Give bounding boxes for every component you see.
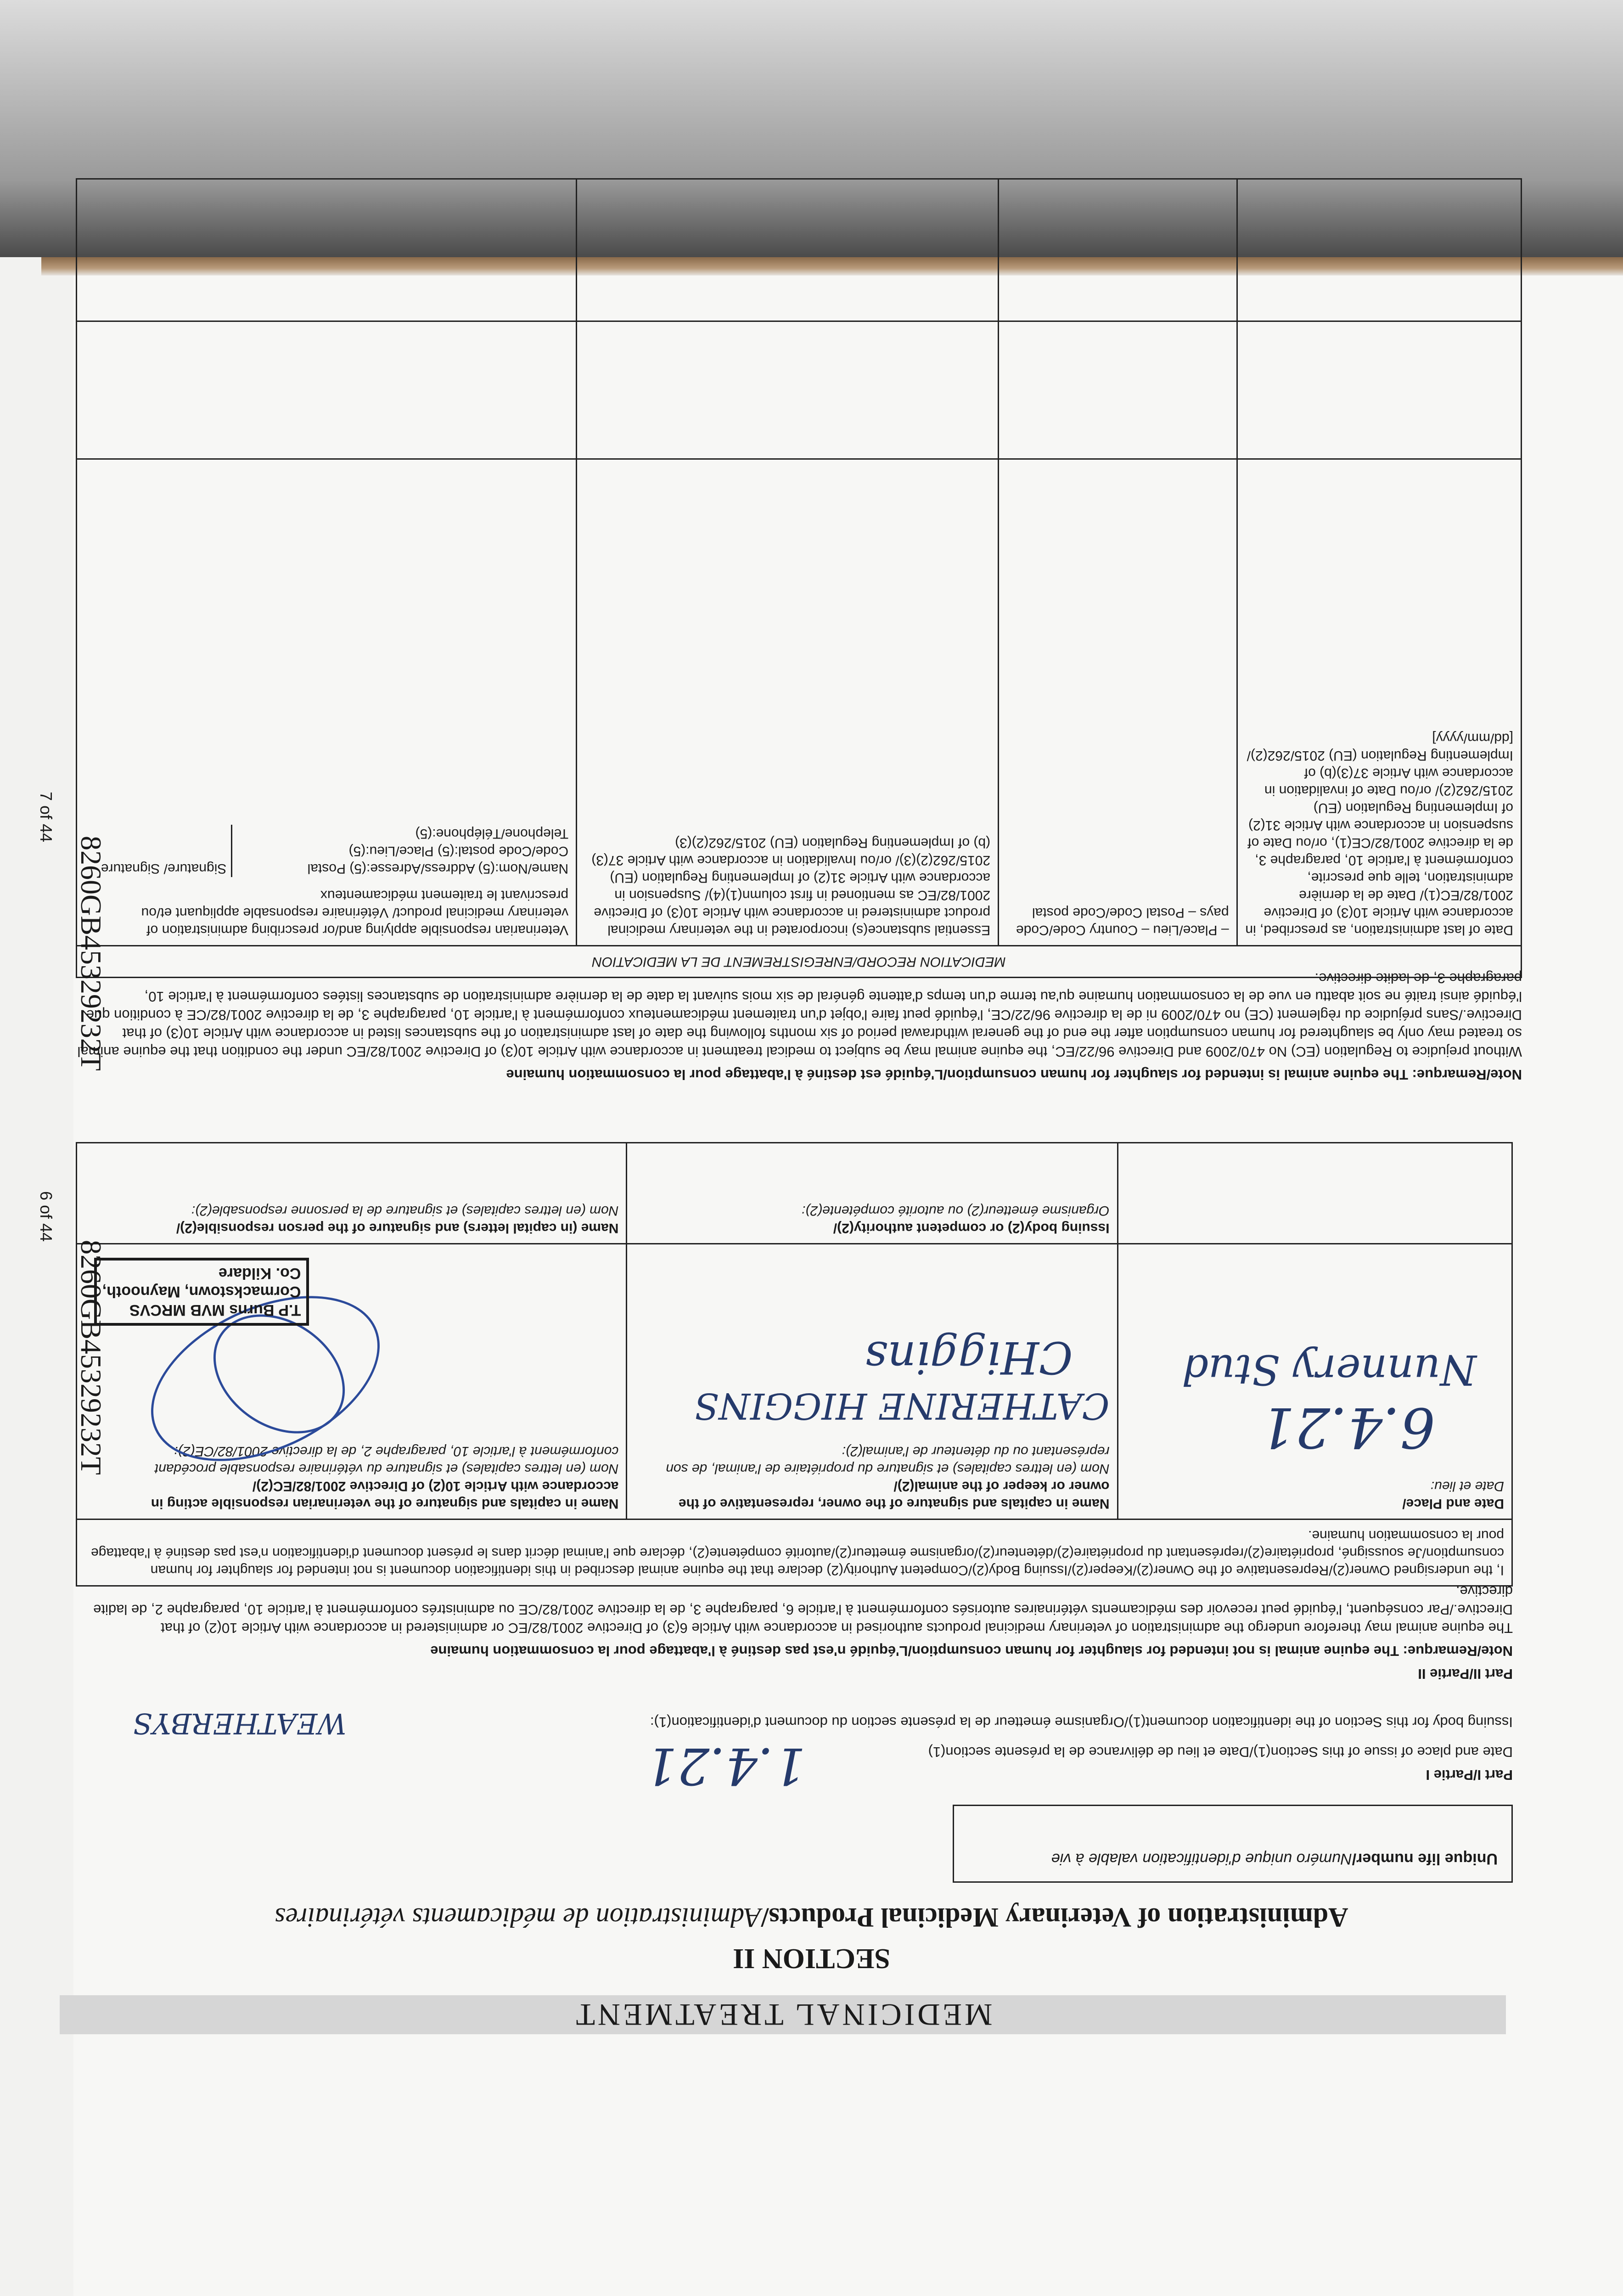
date-place-label-fr: Date et lieu:: [1430, 1479, 1504, 1494]
part2-note: Note/Remarque: The equine animal is not intended for slaughter for human consumption/L'équidé n'est pas destiné à l'abattage pour la consommation humaine: [430, 1643, 1513, 1659]
document-id-right: 8260GB45329232T: [75, 836, 107, 1071]
record-row-1-substance[interactable]: [577, 321, 999, 459]
medication-record-heading: MEDICATION RECORD/ENREGISTREMENT DE LA MEDICATION: [77, 946, 1522, 978]
place-value: Nunnery Stud: [1182, 1345, 1477, 1394]
document-id-left: 8260GB45329232T: [75, 1240, 107, 1475]
section-title-fr: Administration de médicaments vétérinaires: [275, 1902, 761, 1933]
part1-issuing-body-value: WEATHERBYS: [133, 1707, 347, 1740]
owner-signature-cell[interactable]: [627, 1244, 1118, 1519]
record-row-2-date[interactable]: [1237, 179, 1521, 321]
part2-declaration-cell: [77, 1519, 1512, 1586]
col-vet-signature: Signature/ Signature: [101, 861, 227, 876]
blank-cell[interactable]: [1118, 1143, 1512, 1244]
part2-declaration-table: [76, 1142, 1513, 1587]
col-place-header: – Place/Lieu – Country Code/Code pays – Postal Code/Code postal: [999, 459, 1237, 946]
page7-note: Note/Remarque: The equine animal is intended for slaughter for human consumption/L'équidé est destiné à l'abattage pour la consommation humaine: [506, 1067, 1522, 1083]
page7-paragraph: Without prejudice to Regulation (EC) No 470/2009 and Directive 96/22/EC, the equine animal may be subject to medical treatment in accordance with Article 10(3) of Directive 2001/82/EC under the condition that the equine animal so treated may only be slaughtered for human consumption after the end of the general withdrawal period of six months following the date of last administration of the substances listed in accordance with Article 10(3) of that Directive./Sans préjudice du règlement (CE) no 470/2009 ni de la directive 96/22/CE, l'équidé peut faire l'objet d'un traitement médicamenteux conformément à l'article 10, paragraphe 3, de la directive 2001/82/CE à condition que l'équidé ainsi traité ne soit abattu en vue de la consommation humaine qu'au terme d'un temps d'attente général de six mois suivant la date de la dernière administration de substances listées conformément à l'article 10, paragraphe 3, de ladite directive.: [77, 970, 1522, 1060]
col-substances-header: Essential substance(s) incorporated in the veterinary medicinal product administered in accordance with Article 10(3) of Directive 2001/82/EC as mentioned in first column(1)(4)/ Suspension in accordance with Article 31(2) of Implementing Regulation (EU) 2015/262(2)(3)/ or/ou Invalidation in accordance with Article 37(3)(b) of Implementing Regulation (EU) 2015/262(2)(3): [577, 459, 999, 946]
uln-label-fr: Numéro unique d'identification valable à vie: [1051, 1850, 1352, 1868]
vet-stamp: [94, 1258, 309, 1326]
col-vet-title: Veterinarian responsible applying and/or prescribing administration of veterinary medicinal product/ Vétérinaire responsable appliquant et/ou prescrivant le traitement médicamenteux: [141, 888, 569, 938]
record-row-2-substance[interactable]: [577, 179, 999, 321]
vet-label-fr: Nom (en lettres capitales) et signature du vétérinaire responsable procédant conformément à l'article 10, paragraphe 2, de la directive 2001/82/CE(2):: [154, 1444, 619, 1476]
part1-date-place-label: Date and place of issue of this Section(1)/Date et lieu de délivrance de la présente section(1): [928, 1744, 1513, 1760]
person-responsible-cell[interactable]: [77, 1143, 627, 1244]
part2-heading: Part II/Partie II: [1418, 1666, 1513, 1682]
uln-label: Unique life number/: [1352, 1850, 1498, 1868]
owner-label-fr: Nom (en lettres capitales) et signature du propriétaire de l'animal, de son représentant ou du détenteur de l'animal(2):: [666, 1444, 1110, 1476]
col-date-header: Date of last administration, as prescribed, in accordance with Article 10(3) of Directive 2001/82/EC(1)/ Date de la dernière administration, telle que prescrite, conformément à l'article 10, paragraphe 3, de la directive 2001/82/CE(1), or/ou Date of suspension in accordance with Article 31(2) of Implementing Regulation (EU) 2015/262(2)/ or/ou Date of invalidation in accordance with Article 37(3)(b) of Implementing Regulation (EU) 2015/262(2)/ [dd/mm/yyyy]: [1237, 459, 1521, 946]
date-place-label: Date and Place/: [1402, 1496, 1504, 1511]
section-title: [0, 1902, 1623, 1933]
part1-issuing-body-label: Issuing body for this Section of the identification document(1)/Organisme émetteur de la présente section du document d'identification(1):: [650, 1714, 1513, 1730]
page-number-left: 6 of 44: [36, 1191, 56, 1242]
unique-life-number-box: [953, 1805, 1513, 1883]
part1-heading: Part I/Partie I: [1426, 1767, 1513, 1783]
record-row-1-vet[interactable]: [77, 321, 577, 459]
owner-name-value: CATHERINE HIGGINS: [694, 1385, 1110, 1426]
page-title: MEDICINAL TREATMENT: [60, 1995, 1506, 2034]
record-row-1-date[interactable]: [1237, 321, 1521, 459]
section-title-en: Administration of Veterinary Medicinal Products/: [761, 1902, 1348, 1933]
col-veterinarian-header: [77, 459, 577, 946]
issuing-body-label-fr: Organisme émetteur(2) ou autorité compétente(2):: [802, 1203, 1110, 1218]
col-vet-details: Name/Nom:(5) Address/Adresse:(5) Postal Code/Code postal:(5) Place/Lieu:(5) Telephone/Téléphone:(5): [231, 825, 568, 877]
date-place-cell[interactable]: [1118, 1244, 1512, 1519]
col-vet-subcols: [84, 825, 568, 877]
issuing-body-cell[interactable]: [627, 1143, 1118, 1244]
record-row-1-place[interactable]: [999, 321, 1237, 459]
medication-record-table: [76, 178, 1522, 978]
person-responsible-label-fr: Nom (en lettres capitales) et signature de la personne responsable(2):: [191, 1203, 619, 1218]
record-row-2-vet[interactable]: [77, 179, 577, 321]
person-responsible-label: Name (in capital letters) and signature of the person responsible(2)/: [176, 1221, 619, 1236]
part1-date-place-value: 1.4.21: [645, 1737, 806, 1795]
stamp-line-1: T.P Burns MVB MRCVS: [129, 1301, 301, 1319]
part2-para2: I, the undersigned Owner(2)/Representative of the Owner(2)/Keeper(2)/Issuing Body(2)/Competent Authority(2) declare that the equine animal described in this identification document is not intended for slaughter for human consumption/Je soussigné, propriétaire(2)/représentant du propriétaire(2)/détenteur(2)/organisme émetteur(2)/autorité compétente(2), déclare que l'animal décrit dans le présent document d'identification n'est pas destiné à l'abattage pour la consommation humaine.: [91, 1528, 1504, 1578]
stamp-line-2: Cormackstown, Maynooth,: [102, 1283, 301, 1300]
vet-signature-cell[interactable]: [77, 1244, 627, 1519]
record-row-2-place[interactable]: [999, 179, 1237, 321]
issuing-body-label: Issuing body(2) or competent authority(2)/: [833, 1221, 1110, 1236]
owner-signature: CHiggins: [865, 1332, 1073, 1383]
section-number: SECTION II: [733, 1943, 890, 1974]
part2-para1: The equine animal may therefore undergo the administration of veterinary medicinal products authorised in accordance with Article 6(3) of Directive 2001/82/EC or administered in accordance with Article 10(2) of that Directive./Par conséquent, l'équidé peut recevoir des médicaments vétérinaires autorisés conformément à l'article 6, paragraphe 3, de la directive 2001/82/CE ou administrés conformément à l'article 10, paragraphe 2, de ladite directive.: [93, 1583, 1513, 1636]
owner-label: Name in capitals and signature of the owner, representative of the owner or keeper of the animal(2)/: [678, 1479, 1110, 1511]
page-number-right: 7 of 44: [36, 791, 56, 843]
vet-label: Name in capitals and signature of the veterinarian responsible acting in accordance with Article 10(2) of Directive 2001/82/EC(2)/: [151, 1479, 619, 1511]
stamp-line-3: Co. Kildare: [218, 1265, 301, 1282]
date-value: 6.4.21: [1260, 1395, 1435, 1459]
